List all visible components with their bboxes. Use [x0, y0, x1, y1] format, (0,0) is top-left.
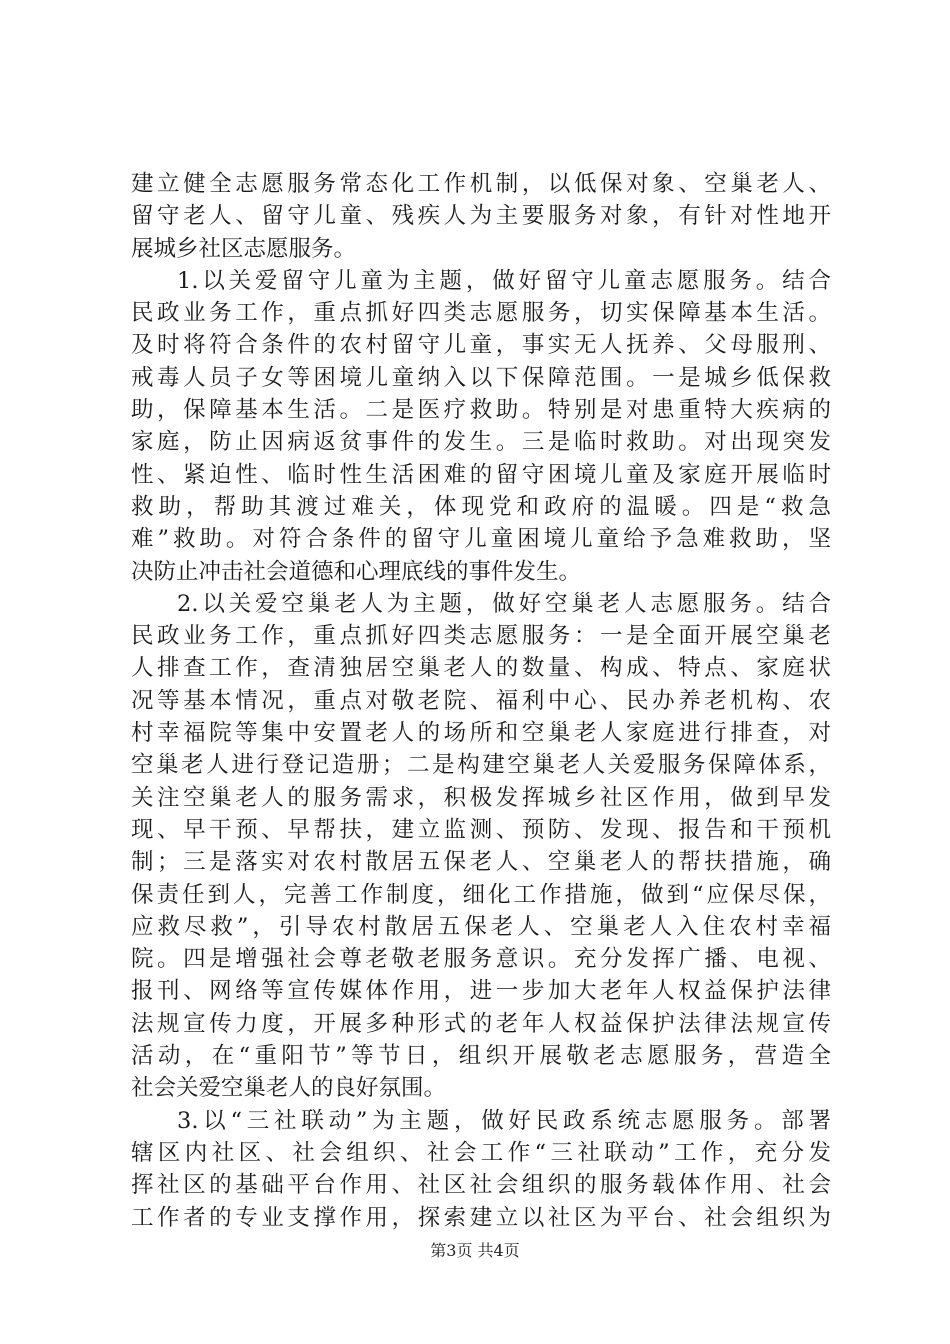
text-line: 活动，在“重阳节”等节日，组织开展敬老志愿服务，营造全: [131, 1043, 831, 1070]
text-line: 关注空巢老人的服务需求，积极发挥城乡社区作用，做到早发: [131, 784, 831, 811]
text-line: 家庭，防止因病返贫事件的发生。三是临时救助。对出现突发: [131, 429, 831, 456]
paragraph-3-heading-line: 3.以“三社联动”为主题，做好民政系统志愿服务。部署: [177, 1107, 831, 1134]
document-body: [131, 168, 831, 1234]
text-line: 院。四是增强社会尊老敬老服务意识。充分发挥广播、电视、: [131, 946, 831, 973]
text-line: 应救尽救”，引导农村散居五保老人、空巢老人入住农村幸福: [131, 913, 831, 940]
page-footer: 第3页 共4页: [430, 1241, 520, 1260]
text-line: 留守老人、留守儿童、残疾人为主要服务对象，有针对性地开: [131, 203, 831, 230]
paragraph-2-heading-line: 2.以关爱空巢老人为主题，做好空巢老人志愿服务。结合: [177, 590, 831, 617]
text-line: 法规宣传力度，开展多种形式的老年人权益保护法律法规宣传: [131, 1010, 831, 1037]
text-line: 辖区内社区、社会组织、社会工作“三社联动”工作，充分发: [131, 1139, 831, 1166]
text-line: 及时将符合条件的农村留守儿童，事实无人抚养、父母服刑、: [131, 332, 831, 359]
text-line: 性、紧迫性、临时性生活困难的留守困境儿童及家庭开展临时: [131, 461, 831, 488]
text-line: 保责任到人，完善工作制度，细化工作措施，做到“应保尽保，: [131, 881, 831, 908]
text-line: 人排查工作，查清独居空巢老人的数量、构成、特点、家庭状: [131, 655, 831, 682]
text-line: 决防止冲击社会道德和心理底线的事件发生。: [131, 558, 582, 585]
text-line: 工作者的专业支撑作用，探索建立以社区为平台、社会组织为: [131, 1204, 831, 1231]
text-line: 民政业务工作，重点抓好四类志愿服务，切实保障基本生活。: [131, 300, 831, 327]
text-line: 村幸福院等集中安置老人的场所和空巢老人家庭进行排查，对: [131, 720, 831, 747]
paragraph-1-heading-line: 1.以关爱留守儿童为主题，做好留守儿童志愿服务。结合: [177, 267, 831, 294]
text-line: 况等基本情况，重点对敬老院、福利中心、民办养老机构、农: [131, 687, 831, 714]
text-line: 助，保障基本生活。二是医疗救助。特别是对患重特大疾病的: [131, 397, 831, 424]
text-line: 社会关爱空巢老人的良好氛围。: [131, 1075, 447, 1102]
text-line: 现、早干预、早帮扶，建立监测、预防、发现、报告和干预机: [131, 816, 831, 843]
text-line: 报刊、网络等宣传媒体作用，进一步加大老年人权益保护法律: [131, 978, 831, 1005]
text-line: 制；三是落实对农村散居五保老人、空巢老人的帮扶措施，确: [131, 849, 831, 876]
text-line: 展城乡社区志愿服务。: [131, 235, 357, 262]
text-line: 建立健全志愿服务常态化工作机制，以低保对象、空巢老人、: [131, 171, 831, 197]
text-line: 挥社区的基础平台作用、社区社会组织的服务载体作用、社会: [131, 1172, 831, 1199]
text-line: 空巢老人进行登记造册；二是构建空巢老人关爱服务保障体系，: [131, 752, 831, 779]
text-line: 民政业务工作，重点抓好四类志愿服务：一是全面开展空巢老: [131, 623, 831, 650]
text-line: 戒毒人员子女等困境儿童纳入以下保障范围。一是城乡低保救: [131, 364, 831, 391]
text-line: 救助，帮助其渡过难关，体现党和政府的温暖。四是“救急: [131, 493, 831, 520]
text-line: 难”救助。对符合条件的留守儿童困境儿童给予急难救助，坚: [131, 526, 831, 553]
